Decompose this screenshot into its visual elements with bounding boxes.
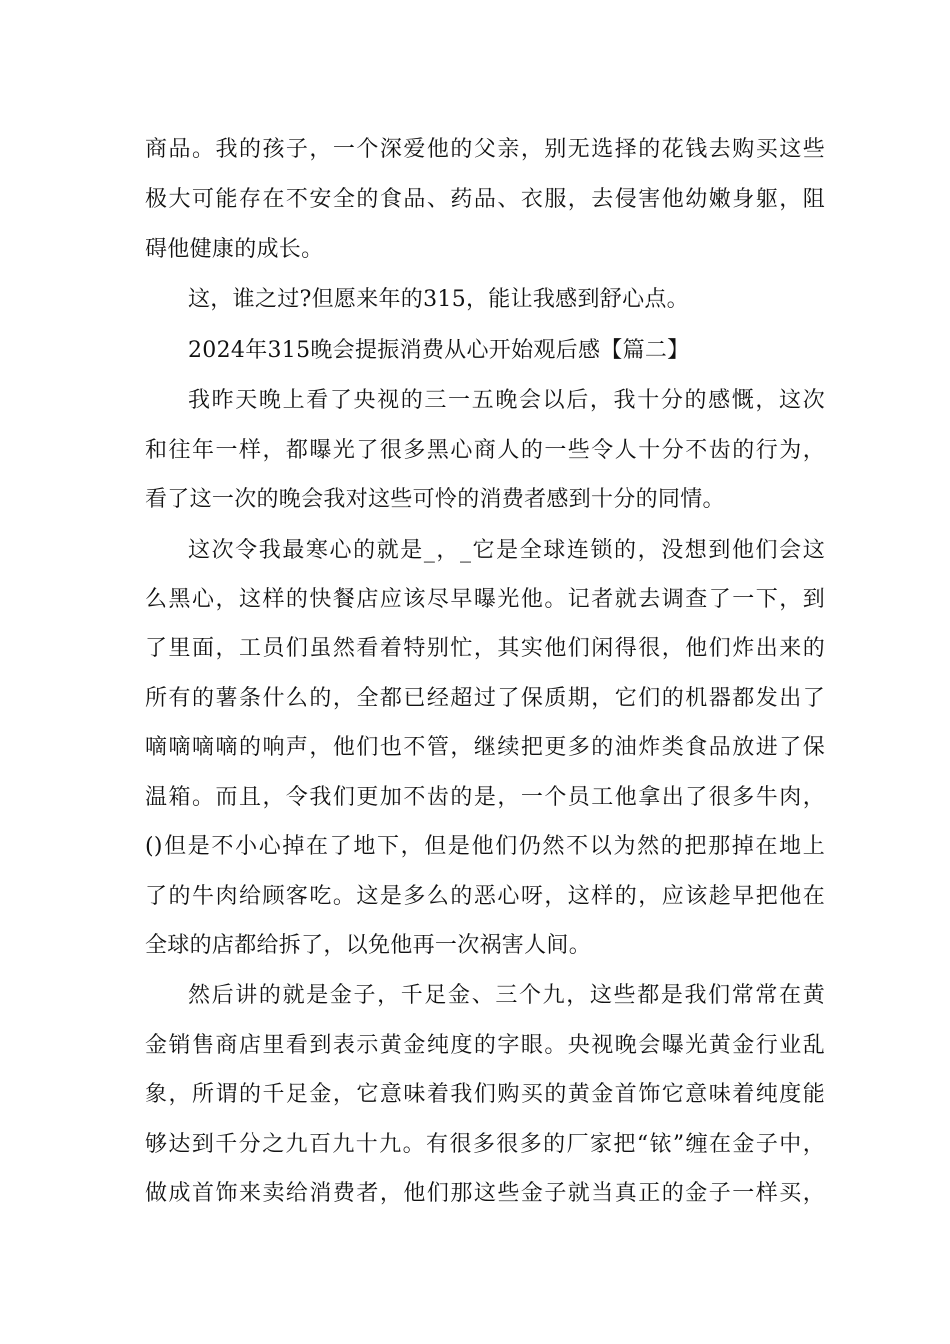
body-text-line: 和往年一样，都曝光了很多黑心商人的一些令人十分不齿的行为， [145,438,825,463]
body-text-line: 全球的店都给拆了，以免他再一次祸害人间。 [145,933,592,958]
body-text-line: 所有的薯条什么的，全都已经超过了保质期，它们的机器都发出了 [145,686,825,711]
body-text-line: 这，谁之过?但愿来年的315，能让我感到舒心点。 [188,287,689,312]
body-text-line: 极大可能存在不安全的食品、药品、衣服，去侵害他幼嫩身躯，阻 [145,187,825,212]
body-text-line: ()但是不小心掉在了地下，但是他们仍然不以为然的把那掉在地上 [145,834,825,859]
body-text-line: 了里面，工员们虽然看着特别忙，其实他们闲得很，他们炸出来的 [145,636,825,661]
body-text-line: 碍他健康的成长。 [145,237,324,262]
body-text-line: 做成首饰来卖给消费者，他们那这些金子就当真正的金子一样买， [145,1181,825,1206]
body-text-line: 我昨天晚上看了央视的三一五晚会以后，我十分的感慨，这次 [188,388,825,413]
body-text-line: 金销售商店里看到表示黄金纯度的字眼。央视晚会曝光黄金行业乱 [145,1033,825,1058]
body-text-line: 象，所谓的千足金，它意味着我们购买的黄金首饰它意味着纯度能 [145,1082,825,1107]
body-text-line: 看了这一次的晚会我对这些可怜的消费者感到十分的同情。 [145,487,725,512]
body-text-line: 这次令我最寒心的就是_，_它是全球连锁的，没想到他们会这 [188,538,825,563]
section-heading: 2024年315晚会提振消费从心开始观后感【篇二】 [188,338,690,363]
body-text-line: 够达到千分之九百九十九。有很多很多的厂家把“铱”缠在金子中， [145,1132,825,1157]
body-text-line: 么黑心，这样的快餐店应该尽早曝光他。记者就去调查了一下，到 [145,587,825,612]
body-text-line: 嘀嘀嘀嘀的响声，他们也不管，继续把更多的油炸类食品放进了保 [145,735,825,760]
body-text-line: 然后讲的就是金子，千足金、三个九，这些都是我们常常在黄 [188,983,825,1008]
body-text-line: 商品。我的孩子，一个深爱他的父亲，别无选择的花钱去购买这些 [145,137,825,162]
body-text-line: 温箱。而且，令我们更加不齿的是，一个员工他拿出了很多牛肉， [145,785,825,810]
body-text-line: 了的牛肉给顾客吃。这是多么的恶心呀，这样的，应该趁早把他在 [145,884,825,909]
